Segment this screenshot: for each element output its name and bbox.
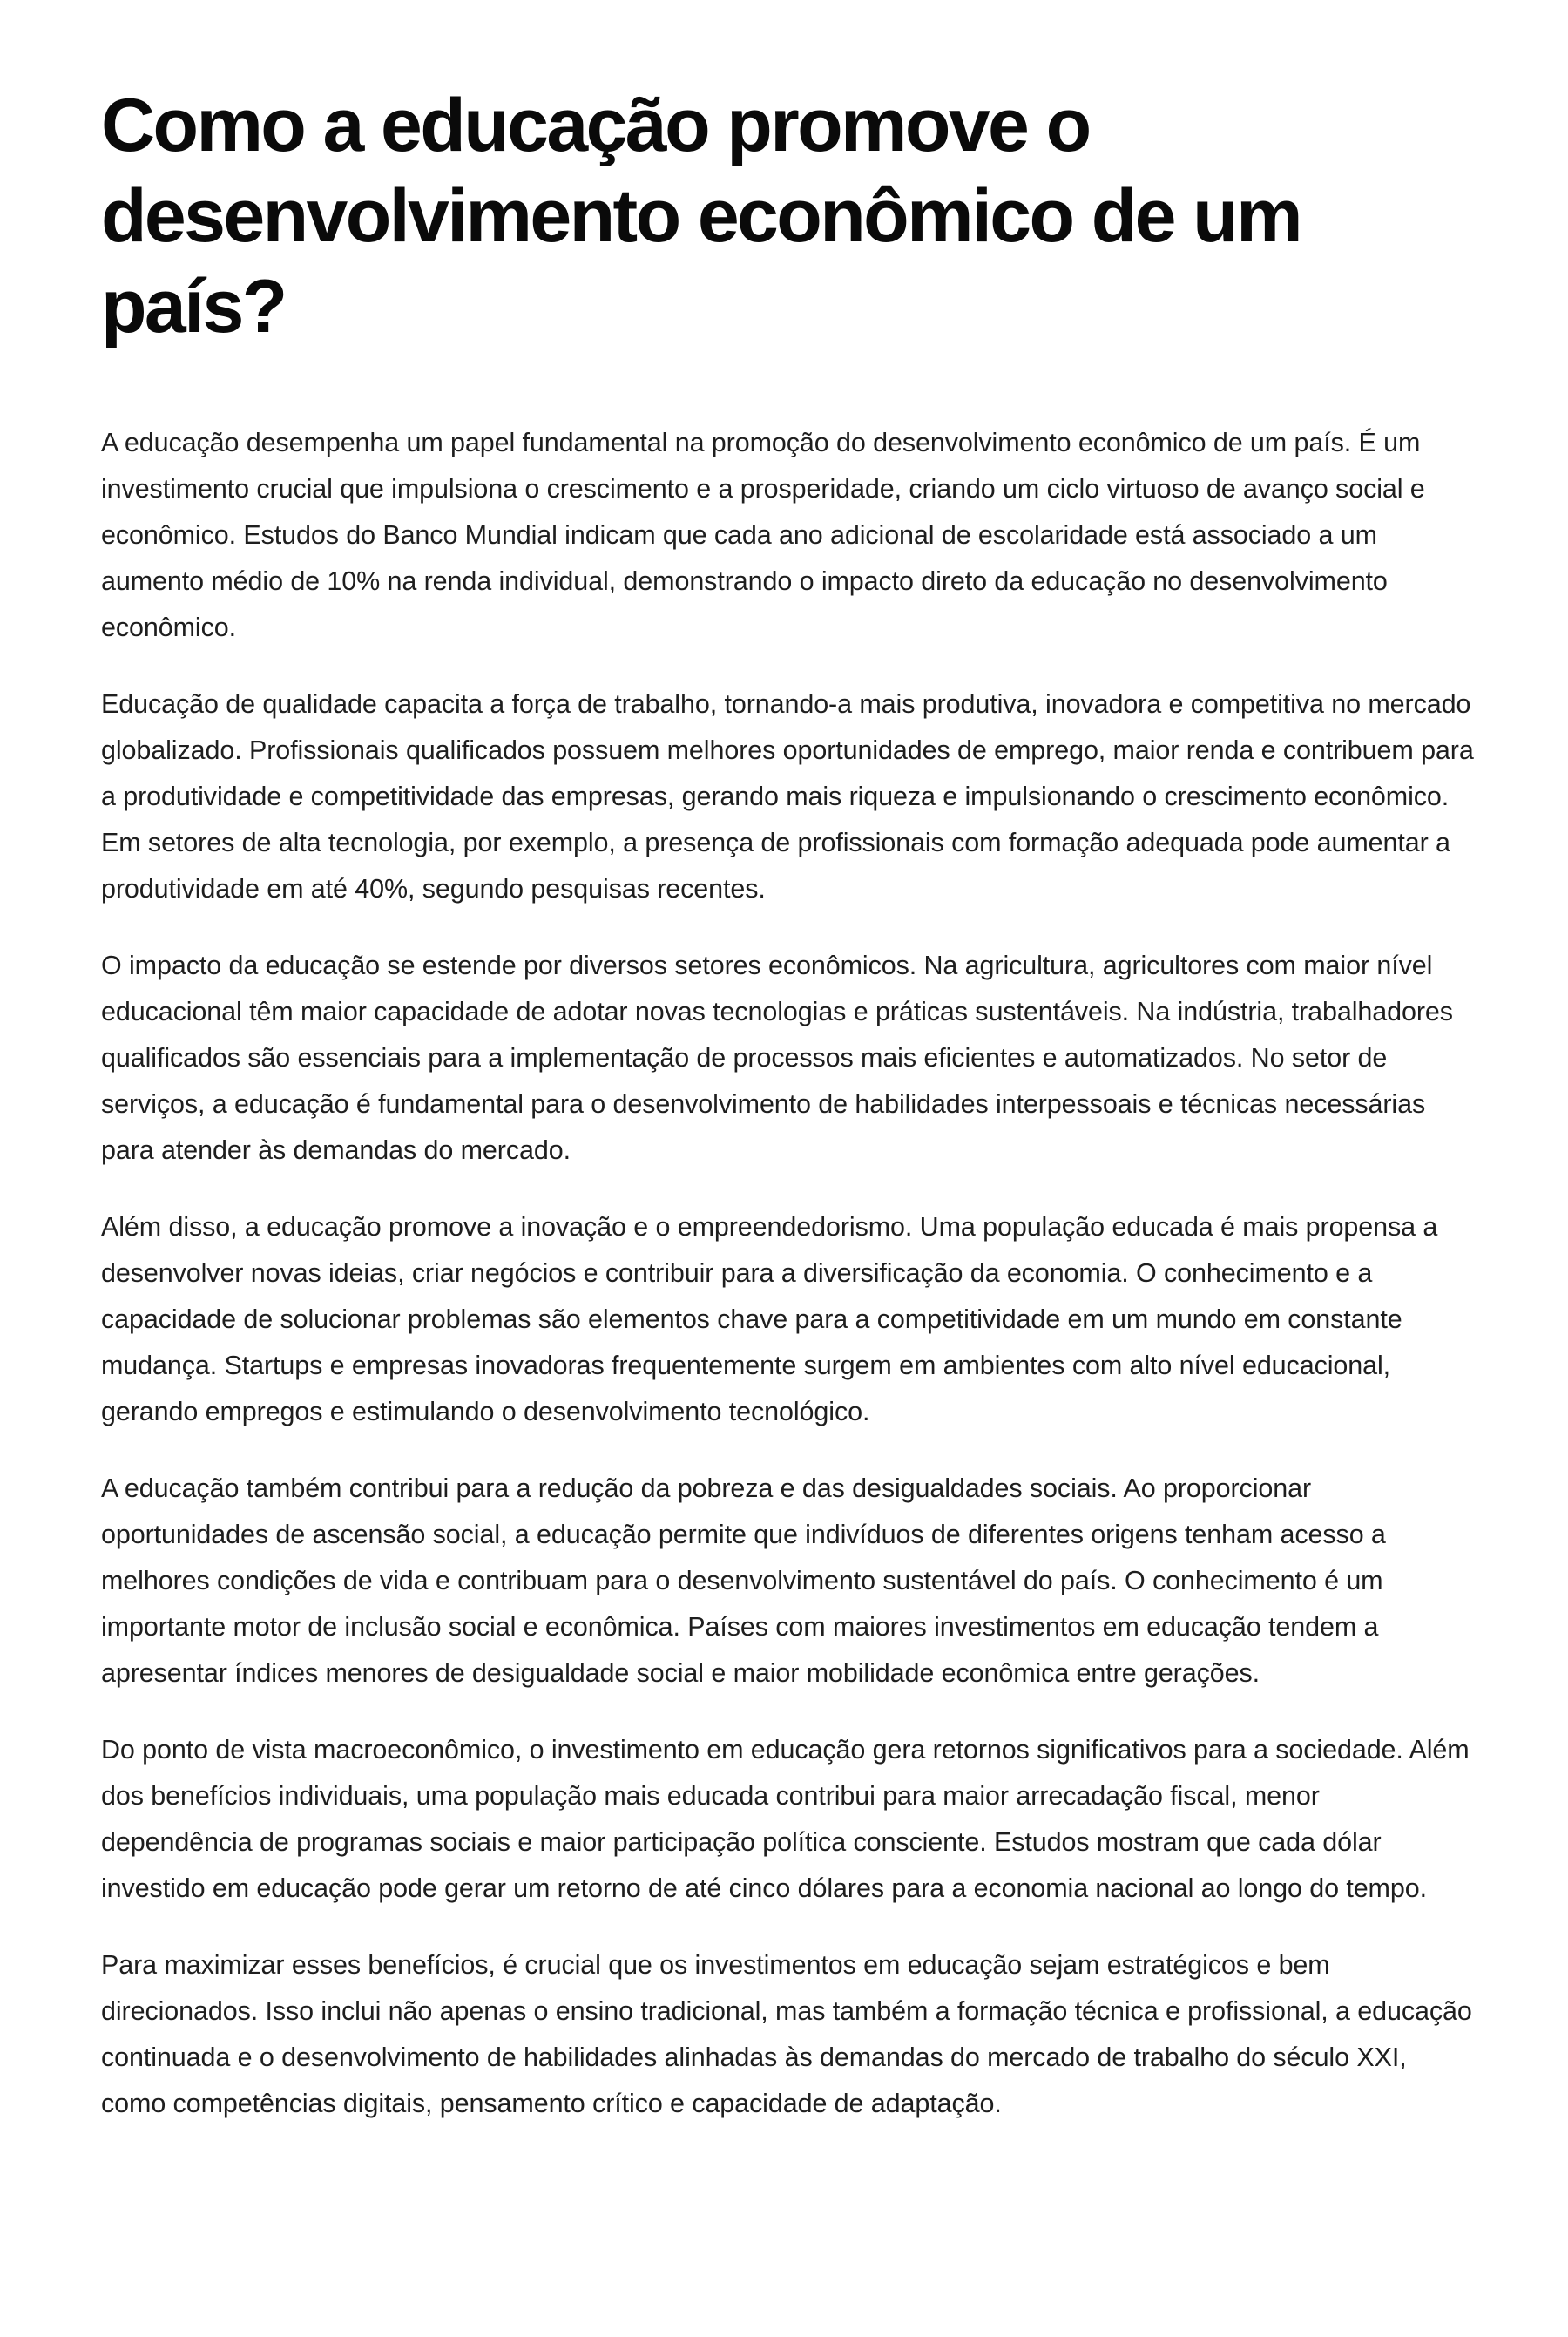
paragraph: O impacto da educação se estende por diversos setores econômicos. Na agricultura, agricultores com maior nível educacional têm maior capacidade de adotar novas tecnologias e práticas sustentáveis. Na indústria, trabalhadores qualificados são essenciais para a implementação de processos mais eficientes e automatizados. No setor de serviços, a educação é fundamental para o desenvolvimento de habilidades interpessoais e técnicas necessárias para atender às demandas do mercado. — [101, 951, 1453, 1165]
article-body — [101, 420, 1477, 2127]
paragraph: Além disso, a educação promove a inovação e o empreendedorismo. Uma população educada é mais propensa a desenvolver novas ideias, criar negócios e contribuir para a diversificação da economia. O conhecimento e a capacidade de solucionar problemas são elementos chave para a competitividade em um mundo em constante mudança. Startups e empresas inovadoras frequentemente surgem em ambientes com alto nível educacional, gerando empregos e estimulando o desenvolvimento tecnológico. — [101, 1212, 1438, 1426]
paragraph: A educação também contribui para a redução da pobreza e das desigualdades sociais. Ao proporcionar oportunidades de ascensão social, a educação permite que indivíduos de diferentes origens tenham acesso a melhores condições de vida e contribuam para o desenvolvimento sustentável do país. O conhecimento é um importante motor de inclusão social e econômica. Países com maiores investimentos em educação tendem a apresentar índices menores de desigualdade social e maior mobilidade econômica entre gerações. — [101, 1473, 1386, 1688]
paragraph: Do ponto de vista macroeconômico, o investimento em educação gera retornos significativos para a sociedade. Além dos benefícios individuais, uma população mais educada contribui para maior arrecadação fiscal, menor dependência de programas sociais e maior participação política consciente. Estudos mostram que cada dólar investido em educação pode gerar um retorno de até cinco dólares para a economia nacional ao longo do tempo. — [101, 1735, 1470, 1903]
paragraph: Educação de qualidade capacita a força de trabalho, tornando-a mais produtiva, inovadora e competitiva no mercado globalizado. Profissionais qualificados possuem melhores oportunidades de emprego, maior renda e contribuem para a produtividade e competitividade das empresas, gerando mais riqueza e impulsionando o crescimento econômico. Em setores de alta tecnologia, por exemplo, a presença de profissionais com formação adequada pode aumentar a produtividade em até 40%, segundo pesquisas recentes. — [101, 689, 1474, 904]
page-title: Como a educação promove o desenvolvimento econômico de um país? — [101, 84, 1301, 349]
paragraph: A educação desempenha um papel fundamental na promoção do desenvolvimento econômico de um país. É um investimento crucial que impulsiona o crescimento e a prosperidade, criando um ciclo virtuoso de avanço social e econômico. Estudos do Banco Mundial indicam que cada ano adicional de escolaridade está associado a um aumento médio de 10% na renda individual, demonstrando o impacto direto da educação no desenvolvimento econômico. — [101, 428, 1425, 642]
paragraph: Para maximizar esses benefícios, é crucial que os investimentos em educação sejam estratégicos e bem direcionados. Isso inclui não apenas o ensino tradicional, mas também a formação técnica e profissional, a educação continuada e o desenvolvimento de habilidades alinhadas às demandas do mercado de trabalho do século XXI, como competências digitais, pensamento crítico e capacidade de adaptação. — [101, 1950, 1472, 2118]
document-page — [101, 80, 1477, 2157]
